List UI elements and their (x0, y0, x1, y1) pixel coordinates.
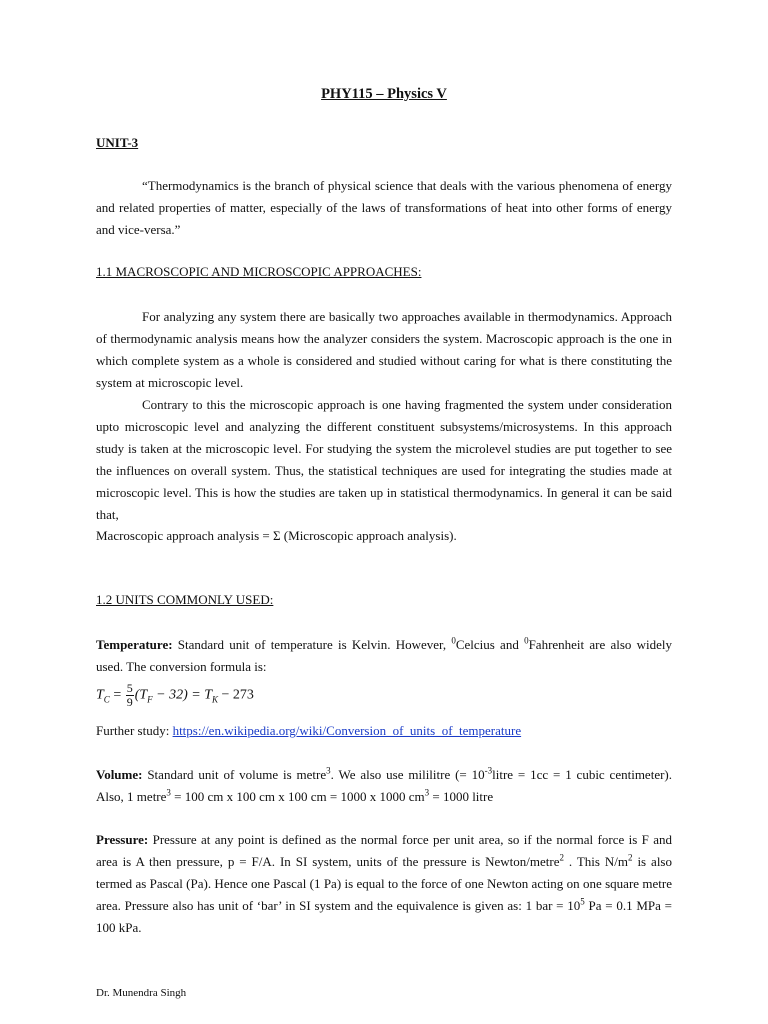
temperature-formula: $T_C$ = $\frac{5}{9}$ $(T_F - 32) = T_K - 273$ (96, 681, 254, 709)
fraction: $\frac{5}{9}$ (126, 681, 133, 709)
approach-equation: Macroscopic approach analysis = Σ (Microscopic approach analysis). (96, 528, 457, 543)
section-heading-approaches: 1.1 MACROSCOPIC AND MICROSCOPIC APPROACHES: (96, 264, 422, 279)
section-heading-units: 1.2 UNITS COMMONLY USED: (96, 592, 274, 607)
further-study-line: Further study: https://en.wikipedia.org/wiki/Conversion_of_units_of_temperature (96, 723, 522, 738)
definition-quote: “Thermodynamics is the branch of physical science that deals with the various phenomena of energy and related properties of matter, especially of the laws of transformations of heat into other forms of energy and vice-versa.” (96, 178, 672, 237)
author-footer: Dr. Munendra Singh (96, 987, 187, 999)
temperature-label: Temperature: (96, 637, 173, 652)
paragraph-macroscopic: For analyzing any system there are basically two approaches available in thermodynamics. Approach of thermodynamic analysis means how the analyzer considers the system. Macroscopic approach is the one in which complete system as a whole is considered and studied without caring for what is there constituting the system at microscopic level. (96, 309, 672, 390)
paragraph-pressure: Pressure: Pressure at any point is defined as the normal force per unit area, so if the normal force is F and area is A then pressure, p = F/A. In SI system, units of the pressure is Newton/metre$^2$ . This $N/m^2$ is also termed as Pascal (Pa). Hence one Pascal (1 Pa) is equal to the force of one Newton acting on one square metre area. Pressure also has unit of ‘bar’ in SI system and the equivalence is given as: 1 bar = $10^5$ Pa = 0.1 MPa = 100 kPa. (96, 832, 672, 935)
paragraph-volume: Volume: Standard unit of volume is metre$^3$. We also use mililitre (= $10^{-3}litre = 1cc = 1$ cubic centimeter). Also, 1 metre$^3$ = 100 cm x 100 cm x 100 cm = 1000 x 1000 $cm^3 = 1000$ litre (96, 765, 672, 804)
wikipedia-link[interactable]: https://en.wikipedia.org/wiki/Conversion_of_units_of_temperature (172, 723, 522, 738)
unit-heading: UNIT-3 (96, 135, 139, 150)
pressure-label: Pressure: (96, 832, 149, 847)
volume-label: Volume: (96, 767, 143, 782)
paragraph-temperature: Temperature: Standard unit of temperature is Kelvin. However, $^0$Celcius and $^0$Fahrenheit are also widely used. The conversion formula is: (96, 635, 673, 674)
paragraph-microscopic: Contrary to this the microscopic approach is one having fragmented the system under consideration upto microscopic level and analyzing the different constituent subsystems/microsystems. In this approach study is taken at the microscopic level. For studying the system the microlevel studies are put together to see the influences on overall system. Thus, the statistical techniques are used for integrating the studies made at microscopic level. This is how the studies are taken up in statistical thermodynamics. In general it can be said that, (96, 397, 672, 522)
page-title: PHY115 – Physics V (321, 86, 447, 102)
